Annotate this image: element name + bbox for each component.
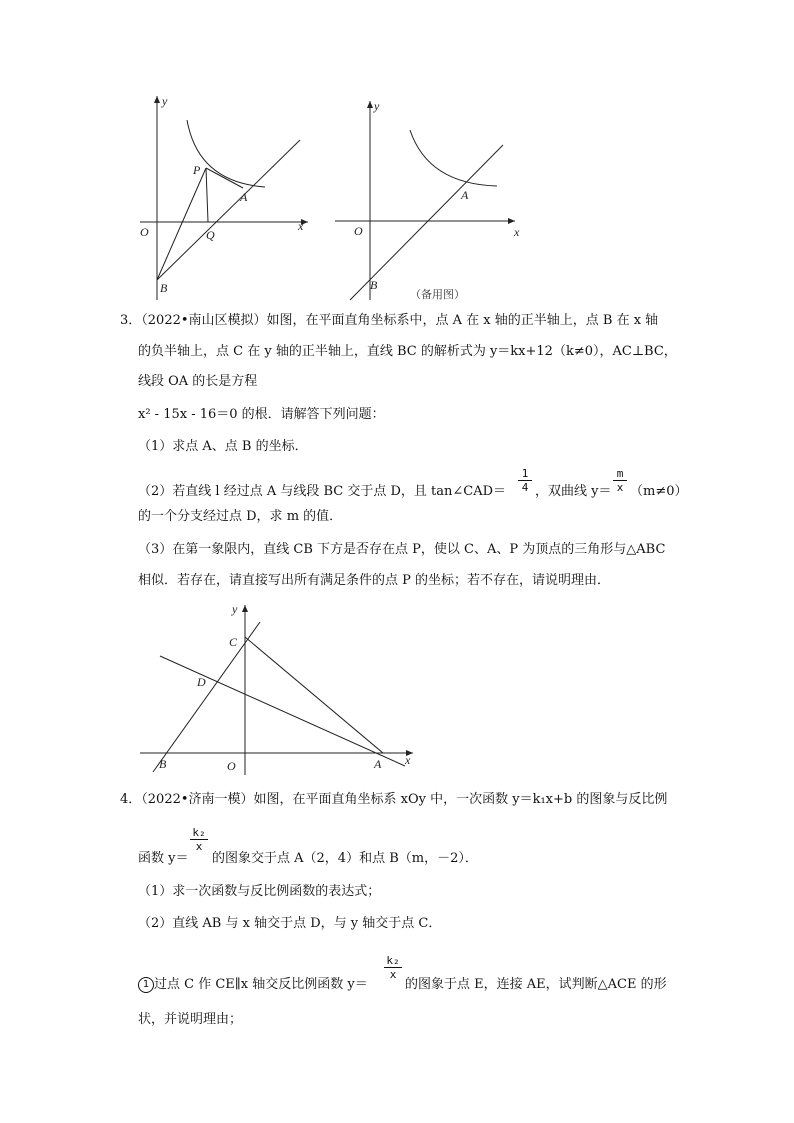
- label-x: x: [514, 225, 520, 239]
- label-x: x: [405, 753, 411, 767]
- label-q: Q: [206, 228, 215, 242]
- label-b: B: [370, 278, 378, 292]
- segment-pq: [206, 168, 208, 222]
- problem3-q2-c: （m≠0）: [630, 484, 688, 499]
- label-o: O: [227, 759, 236, 773]
- label-y: y: [374, 99, 380, 113]
- problem4-q2-1-text: 过点 C 作 CE∥x 轴交反比例函数 y＝: [154, 977, 368, 992]
- problem3-q2-a: （2）若直线 l 经过点 A 与线段 BC 交于点 D，且 tan∠CAD＝: [138, 484, 507, 499]
- label-p: P: [193, 163, 201, 177]
- figure-2: [330, 95, 530, 305]
- problem4-line2-b: 的图象交于点 A（2，4）和点 B（m，－2）．: [212, 851, 478, 866]
- fraction-m-over-x: [613, 467, 627, 494]
- fraction-numerator: k₂: [384, 954, 402, 968]
- problem4-q2-1-line2: 状，并说明理由；: [138, 1012, 243, 1027]
- label-y: y: [162, 94, 168, 108]
- problem3-q3-line2: 相似．若存在，请直接写出所有满足条件的点 P 的坐标；若不存在，请说明理由．: [138, 573, 611, 588]
- problem3-q1: （1）求点 A、点 B 的坐标．: [138, 439, 308, 454]
- label-a: A: [240, 190, 248, 204]
- line-ac: [245, 637, 383, 753]
- label-o: O: [354, 224, 363, 238]
- figure-3: [135, 600, 425, 780]
- fraction-denominator: x: [389, 968, 397, 981]
- problem3-line4: x² - 15x - 16＝0 的根．请解答下列问题：: [138, 407, 385, 422]
- figure-1: [130, 90, 320, 305]
- problem3-q3-line1: （3）在第一象限内，直线 CB 下方是否存在点 P，使以 C、A、P 为顶点的三角形与△ABC: [138, 542, 666, 557]
- fraction-one-quarter: [518, 467, 532, 494]
- fraction-denominator: x: [616, 481, 624, 494]
- label-b: B: [159, 757, 167, 771]
- line-ba: [157, 140, 300, 280]
- fraction-k2-over-x: [190, 826, 208, 853]
- problem3-q2-b: ，双曲线 y＝: [535, 484, 612, 499]
- problem4-q2-1-a: [138, 976, 368, 994]
- fraction-denominator: 4: [521, 481, 529, 494]
- line-bc: [153, 622, 260, 772]
- label-o: O: [140, 225, 149, 239]
- label-x: x: [298, 219, 304, 233]
- label-a: A: [461, 188, 469, 202]
- circled-number: 1: [138, 977, 154, 993]
- line-ba: [350, 145, 503, 300]
- problem4-line2-a: 函数 y＝: [138, 851, 189, 866]
- fraction-k2-over-x-2: [384, 954, 402, 981]
- problem4-q2-1-b: 的图象于点 E，连接 AE，试判断△ACE 的形: [405, 977, 667, 992]
- hyperbola: [410, 130, 497, 186]
- figure-caption: （备用图）: [410, 289, 465, 301]
- label-c: C: [229, 635, 238, 649]
- fraction-numerator: 1: [518, 467, 532, 481]
- problem3-line2: 的负半轴上，点 C 在 y 轴的正半轴上，直线 BC 的解析式为 y＝kx+12（k≠0），AC⊥BC，: [138, 344, 677, 359]
- segment-pa: [206, 168, 243, 188]
- problem3-line3: 线段 OA 的长是方程: [138, 374, 258, 389]
- problem4-line1: 4．（2022•济南一模）如图，在平面直角坐标系 xOy 中，一次函数 y＝k₁x+b 的图象与反比例: [120, 792, 668, 807]
- fraction-denominator: x: [195, 840, 203, 853]
- fraction-numerator: m: [613, 467, 627, 481]
- label-a: A: [374, 757, 382, 771]
- label-y: y: [232, 602, 238, 616]
- segment-pb: [157, 168, 206, 280]
- problem4-q2: （2）直线 AB 与 x 轴交于点 D，与 y 轴交于点 C．: [138, 916, 442, 931]
- problem3-q2-line2: 的一个分支经过点 D，求 m 的值．: [138, 509, 343, 524]
- fraction-numerator: k₂: [190, 826, 208, 840]
- label-d: D: [197, 675, 206, 689]
- problem3-line1: 3．（2022•南山区模拟）如图，在平面直角坐标系中，点 A 在 x 轴的正半轴上，点 B 在 x 轴: [120, 313, 659, 328]
- label-b: B: [160, 281, 168, 295]
- problem4-q1: （1）求一次函数与反比例函数的表达式；: [138, 884, 381, 899]
